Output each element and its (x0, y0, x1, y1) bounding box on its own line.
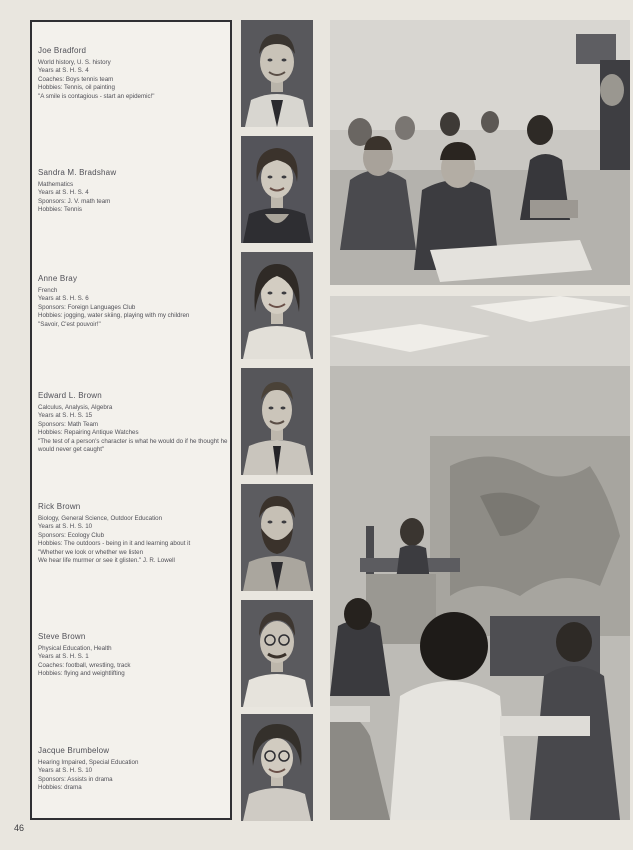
portrait-steve-brown (241, 600, 313, 707)
bio-line: Hobbies: Repairing Antique Watches (38, 429, 139, 437)
portrait-edward-brown (241, 368, 313, 475)
bio-line: We hear life murmer or see it glisten." J. R. Lowell (38, 557, 175, 565)
bio-line: "Whether we look or whether we listen (38, 548, 144, 556)
teacher-name: Jacque Brumbelow (38, 746, 110, 755)
portrait-sandra-bradshaw (241, 136, 313, 243)
faculty-bio-panel (30, 20, 232, 820)
bio-line: Sponsors: J. V. math team (38, 197, 111, 205)
bio-line: Hearing Impaired, Special Education (38, 759, 139, 766)
bio-sandra-bradshaw (38, 168, 230, 215)
bio-line: Hobbies: Tennis (38, 206, 82, 214)
bio-line: Physical Education, Health (38, 645, 112, 652)
teacher-name: Joe Bradford (38, 46, 87, 55)
bio-line: Sponsors: Foreign Languages Club (38, 303, 136, 311)
portrait-jacque-brumbelow (241, 714, 313, 821)
bio-line: World history, U. S. history (38, 59, 111, 66)
bio-line: Years at S. H. S. 15 (38, 412, 93, 420)
bio-line: Sponsors: Ecology Club (38, 531, 105, 539)
bio-line: "The test of a person's character is what he would do if he thought he would never get caught" (38, 437, 228, 454)
bio-steve-brown (38, 632, 230, 679)
portrait-joe-bradford (241, 20, 313, 127)
bio-edward-brown (38, 391, 230, 454)
classroom-photo-students (330, 20, 630, 285)
teacher-name: Steve Brown (38, 632, 86, 641)
bio-line: Hobbies: drama (38, 784, 82, 792)
bio-joe-bradford (38, 46, 230, 101)
bio-rick-brown (38, 502, 230, 565)
bio-line: Sponsors: Assists in drama (38, 775, 113, 783)
classroom-photo-map-lecture (330, 296, 630, 820)
bio-line: Sponsors: Math Team (38, 420, 99, 428)
bio-line: Hobbies: Tennis, oil painting (38, 84, 115, 92)
bio-jacque-brumbelow (38, 746, 230, 793)
bio-line: Hobbies: jogging, water skiing, playing with my children (38, 312, 190, 320)
bio-line: Hobbies: flying and weightlifting (38, 670, 125, 678)
bio-line: Coaches: football, wrestling, track (38, 661, 131, 669)
bio-line: Years at S. H. S. 4 (38, 189, 89, 197)
bio-line: "A smile is contagious - start an epidemic!" (38, 92, 155, 100)
bio-line: Years at S. H. S. 4 (38, 67, 89, 75)
portrait-rick-brown (241, 484, 313, 591)
bio-line: French (38, 287, 58, 294)
teacher-name: Sandra M. Bradshaw (38, 168, 117, 177)
bio-line: Biology, General Science, Outdoor Education (38, 515, 163, 522)
teacher-name: Edward L. Brown (38, 391, 102, 400)
bio-line: Calculus, Analysis, Algebra (38, 404, 113, 411)
bio-line: Years at S. H. S. 10 (38, 767, 93, 775)
bio-line: Hobbies: The outdoors - being in it and learning about it (38, 540, 191, 548)
teacher-name: Rick Brown (38, 502, 81, 511)
bio-line: Coaches: Boys tennis team (38, 75, 114, 83)
bio-line: Mathematics (38, 181, 74, 188)
portrait-anne-bray (241, 252, 313, 359)
page-number: 46 (14, 823, 25, 833)
bio-line: Years at S. H. S. 10 (38, 523, 93, 531)
teacher-name: Anne Bray (38, 274, 78, 283)
bio-line: Years at S. H. S. 6 (38, 295, 89, 303)
bio-line: Years at S. H. S. 1 (38, 653, 89, 661)
bio-line: "Savoir, C'est pouvoir!" (38, 320, 101, 328)
bio-anne-bray (38, 274, 230, 329)
